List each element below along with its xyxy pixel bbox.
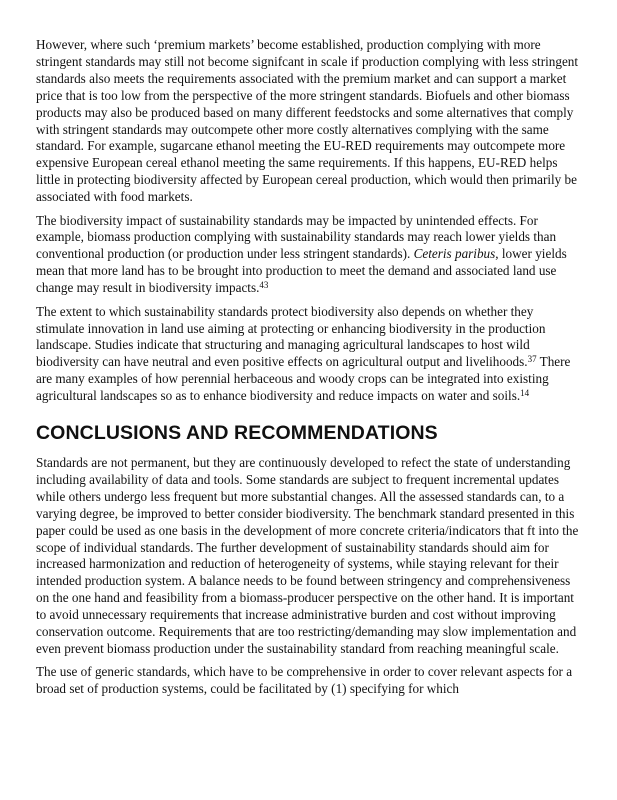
- paragraph-unintended-effects: [36, 213, 581, 298]
- paragraph-text: , lower yields mean that more land has to be brought into production to meet the demand and associated land use change may result in biodiversity impacts.: [36, 246, 567, 296]
- citation-ref: 37: [527, 354, 537, 365]
- paragraph-text: The extent to which sustainability standards protect biodiversity also depends on whether they stimulate innovation in land use aiming at protecting or enhancing biodiversity in the production landscape. Studies indicate that structuring and managing agricultural landscapes to host wild biodiversity can have neutral and even positive effects on agricultural output and livelihoods.: [36, 303, 546, 370]
- paragraph-conclusions: Standards are not permanent, but they are continuously developed to refect the state of understanding including availability of data and tools. Some standards are subject to frequent incremental updates while others undergo less frequent but more substantial changes. All the assessed standards can, to a varying degree, be improved to better consider biodiversity. The benchmark standard presented in this paper could be used as one basis in the development of more concrete criteria/indicators that ft into the scope of individual standards. The further development of sustainability standards should aim for increased harmonization and reduction of heterogeneity of systems, while staying relevant for their intended production system. A balance needs to be found between stringency and comprehensiveness on the one hand and feasibility from a biomass-producer perspective on the other hand. It is important to avoid unnecessary requirements that increase administrative burden and cost without improving conservation outcome. Requirements that are too restricting/demanding may slow implementation and even prevent biomass production under the sustainability standard from reaching meaningful scale.: [36, 455, 579, 656]
- paragraph-premium-markets: However, where such ‘premium markets’ become established, production complying with more stringent standards may still not become signifcant in scale if production complying with less stringent standards also meets the requirements associated with the premium market and can support a market price that is too low from the perspective of the more stringent standards. Biofuels and other biomass products may also be produced based on many different feedstocks and some alternatives that comply with stringent standards may outcompete other more costly alternatives complying with the same standard. For example, sugarcane ethanol meeting the EU-RED requirements may outcompete more expensive European cereal ethanol meeting the same requirements. If this happens, EU-RED helps little in protecting biodiversity affected by European cereal production, which would then primarily be associated with food markets.: [36, 37, 579, 205]
- paragraph-text: There are many examples of how perennial herbaceous and woody crops can be integrated into existing agricultural landscapes so as to enhance biodiversity and reduce impacts on water and soils.: [36, 354, 571, 404]
- page-body: [36, 37, 581, 705]
- paragraph-generic-standards: The use of generic standards, which have to be comprehensive in order to cover relevant aspects for a broad set of production systems, could be facilitated by (1) specifying for which: [36, 664, 573, 697]
- paragraph-text: The biodiversity impact of sustainability standards may be impacted by unintended effects. For example, biomass production complying with sustainability standards may reach lower yields than conventional production (or production under less stringent standards).: [36, 212, 557, 262]
- paragraph-innovation: [36, 304, 581, 405]
- section-heading: CONCLUSIONS AND RECOMMENDATIONS: [36, 422, 438, 445]
- citation-ref: 14: [520, 388, 530, 399]
- italic-term: Ceteris paribus: [413, 246, 496, 262]
- citation-ref: 43: [259, 280, 269, 291]
